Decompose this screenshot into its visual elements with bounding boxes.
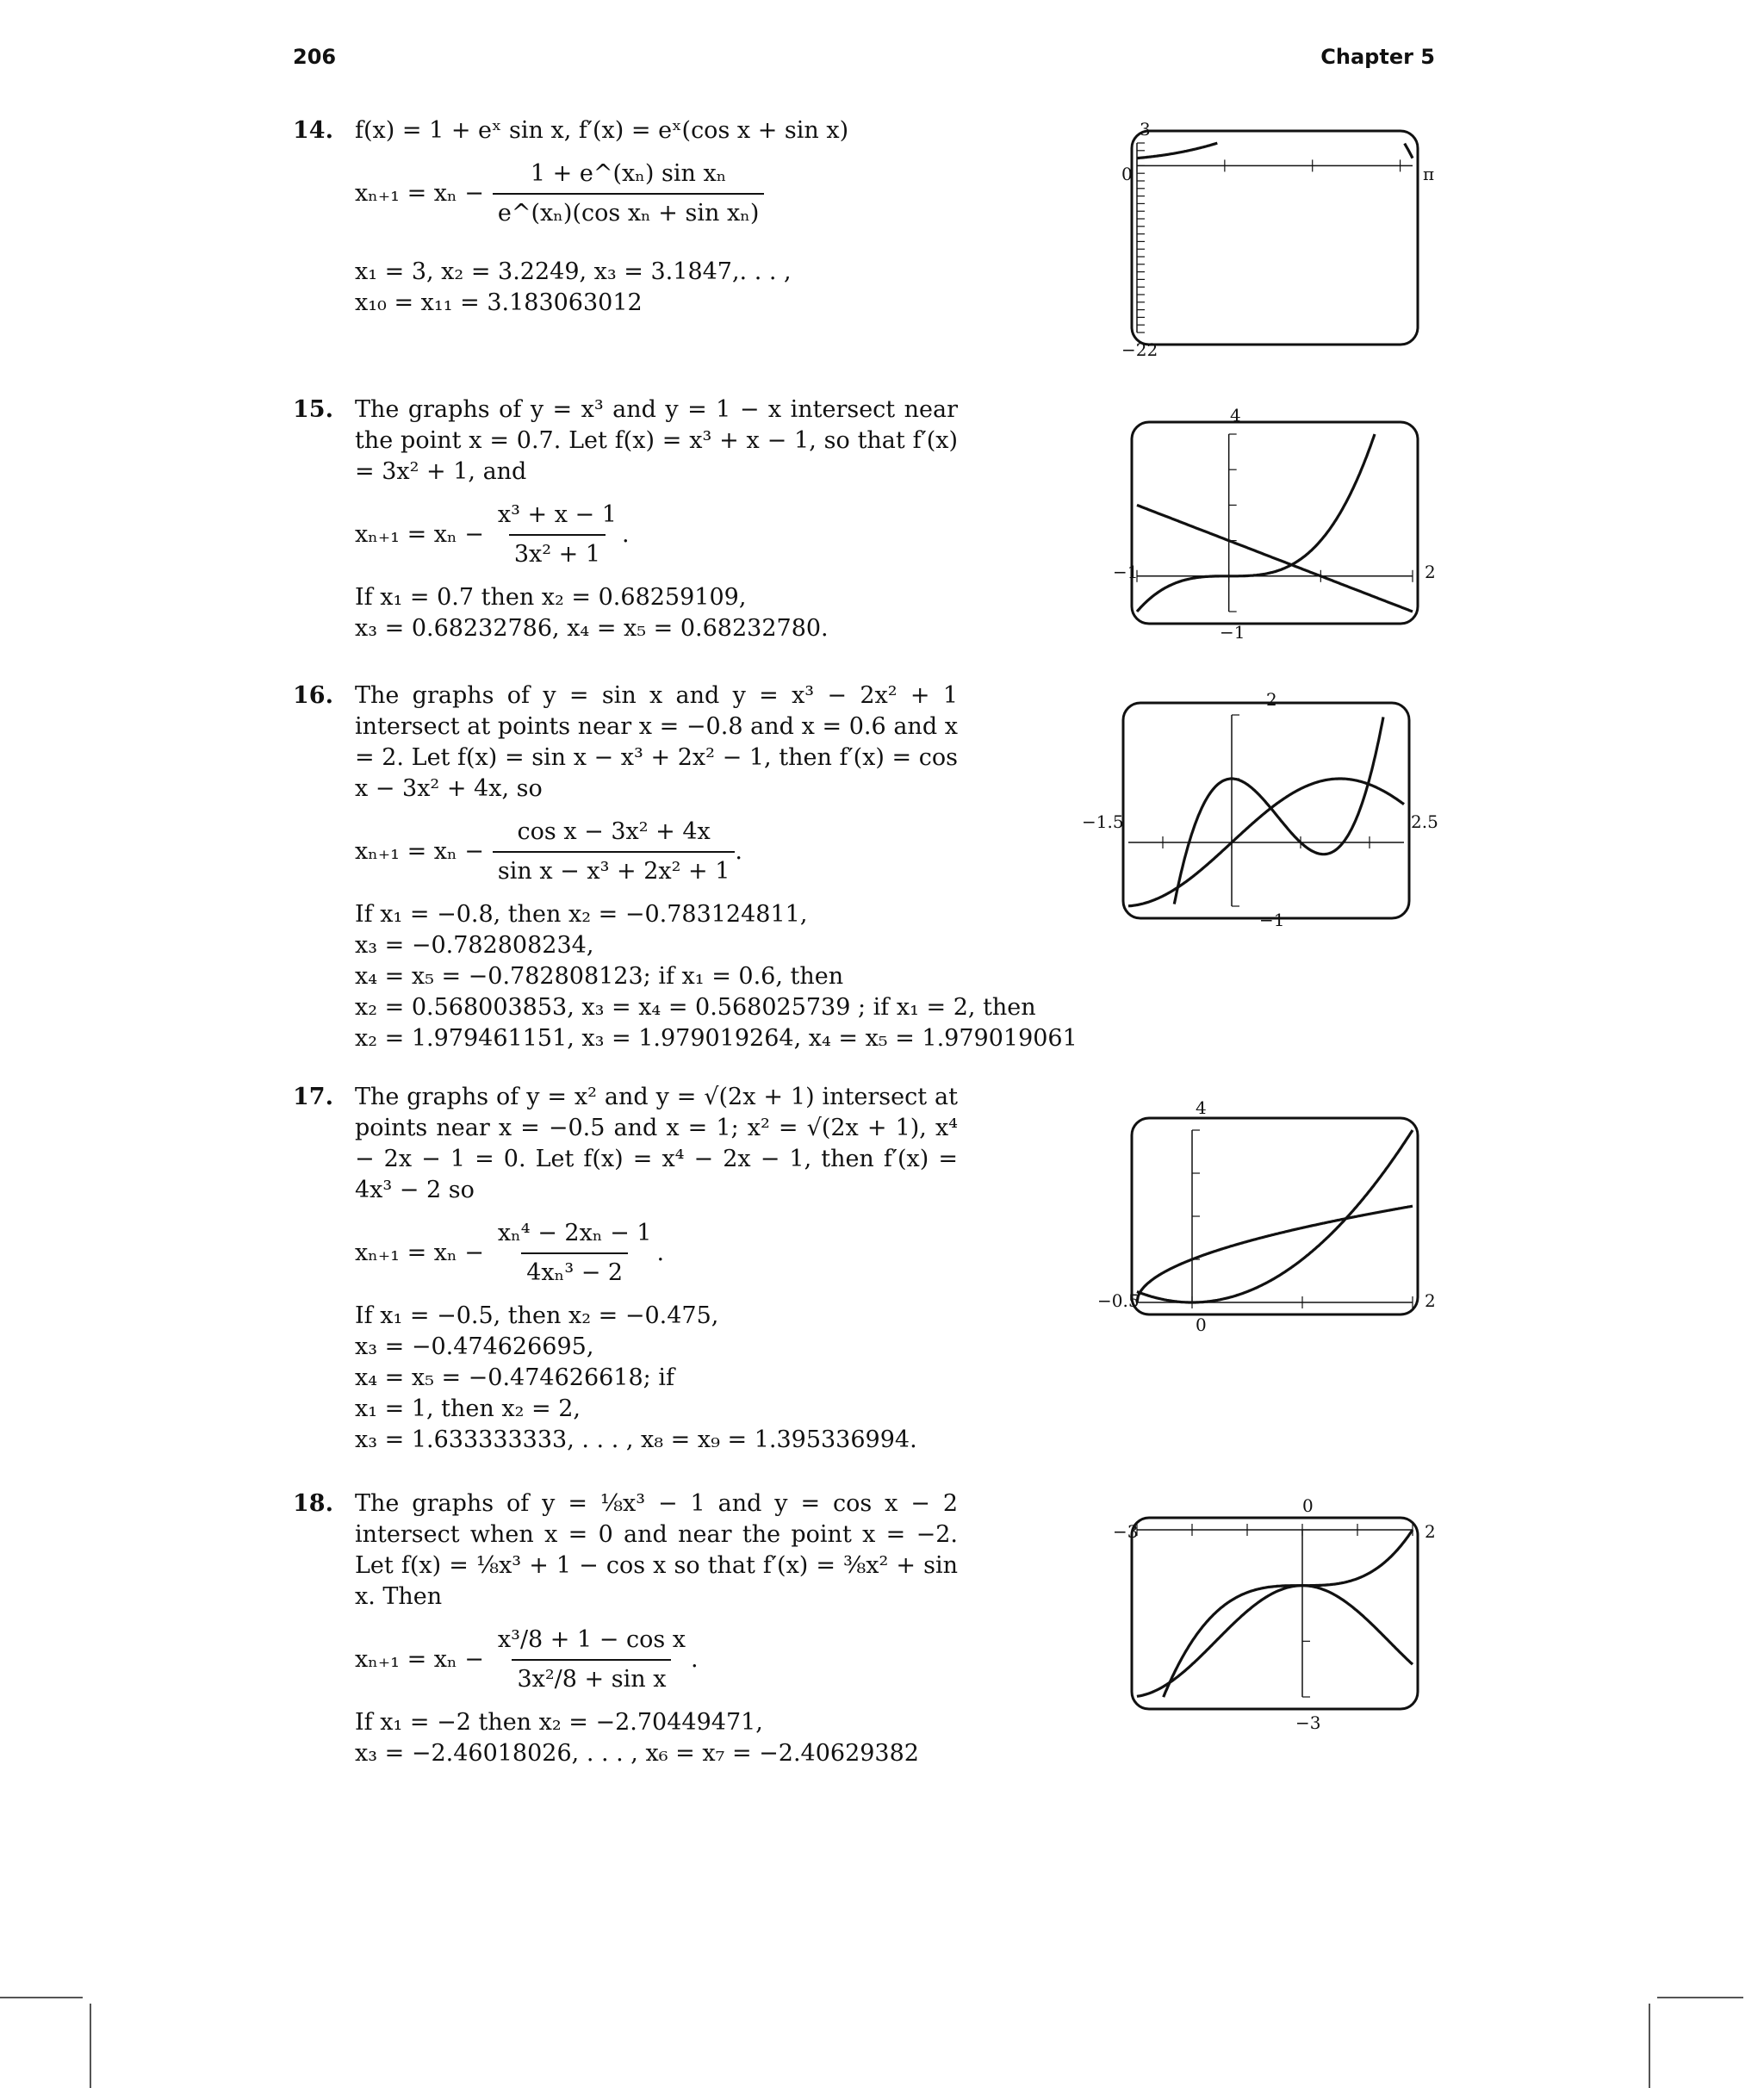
newton-iteration-formula — [355, 817, 1034, 887]
plot-svg — [1102, 1494, 1447, 1743]
y-max-label: 4 — [1230, 405, 1241, 426]
x-min-label: −1.5 — [1082, 811, 1124, 832]
plot-svg — [1102, 117, 1447, 367]
iteration-fraction — [493, 158, 765, 229]
problem-number: 15. — [293, 396, 333, 423]
crop-mark — [0, 1997, 83, 1998]
y-max-label: 0 — [1302, 1495, 1314, 1516]
iteration-suffix: . — [621, 521, 630, 548]
x-min-label: −0.5 — [1097, 1290, 1140, 1311]
crop-mark — [1657, 1997, 1743, 1998]
graph-problem-14 — [1102, 117, 1447, 367]
fraction-denominator: 3x² + 1 — [509, 534, 606, 570]
fraction-denominator: sin x − x³ + 2x² + 1 — [493, 851, 736, 887]
graph-problem-16 — [1077, 689, 1447, 939]
y-max-label: 3 — [1140, 119, 1151, 140]
fraction-numerator: 1 + e^(xₙ) sin xₙ — [530, 160, 727, 187]
series-line-1 — [1137, 434, 1375, 612]
result-line: If x₁ = −0.8, then x₂ = −0.783124811, — [355, 901, 808, 928]
problem-18 — [293, 1488, 1034, 1769]
x-min-label: 0 — [1121, 164, 1133, 184]
result-line: If x₁ = 0.7 then x₂ = 0.68259109, — [355, 584, 747, 611]
graph-problem-18 — [1102, 1494, 1447, 1743]
y-min-label: −22 — [1121, 339, 1158, 360]
x-min-label: −1 — [1113, 562, 1139, 582]
iteration-lhs: xₙ₊₁ = xₙ − — [355, 180, 484, 207]
plot-svg — [1102, 403, 1447, 644]
fraction-numerator: xₙ⁴ − 2xₙ − 1 — [497, 1220, 652, 1246]
plot-svg — [1077, 689, 1447, 939]
iteration-lhs: xₙ₊₁ = xₙ − — [355, 521, 484, 548]
series-line-2 — [1137, 1206, 1413, 1302]
fraction-denominator: e^(xₙ)(cos xₙ + sin xₙ) — [493, 193, 765, 229]
result-line: x₂ = 1.979461151, x₃ = 1.979019264, x₄ = x₅ = 1.979019061 — [355, 1025, 1078, 1052]
problem-15 — [293, 395, 1034, 644]
page-number: 206 — [293, 45, 337, 69]
x-max-label: 2 — [1425, 1521, 1436, 1542]
plot-frame — [1132, 131, 1418, 345]
iteration-fraction — [493, 1218, 657, 1289]
result-line: x₁ = 3, x₂ = 3.2249, x₃ = 3.1847,. . . , — [355, 258, 792, 285]
y-min-label: −1 — [1259, 910, 1285, 930]
fraction-numerator: cos x − 3x² + 4x — [517, 818, 711, 845]
result-line: x₁ = 1, then x₂ = 2, — [355, 1395, 581, 1422]
series-line-2 — [1137, 1586, 1413, 1697]
iteration-suffix: . — [656, 1240, 665, 1266]
x-max-label: π — [1423, 164, 1435, 184]
series-line-1 — [1137, 1130, 1413, 1302]
series-line-2 — [1174, 717, 1383, 904]
chapter-title: Chapter 5 — [1320, 45, 1435, 69]
y-max-label: 4 — [1196, 1097, 1207, 1118]
y-min-label: −3 — [1295, 1712, 1321, 1733]
problem-statement: The graphs of y = x³ and y = 1 − x intersect near the point x = 0.7. Let f(x) = x³ + x − 1, so that f′(x) = 3x² + 1, and — [355, 396, 958, 485]
result-line: x₂ = 0.568003853, x₃ = x₄ = 0.568025739 ; if x₁ = 2, then — [355, 994, 1036, 1021]
iteration-fraction — [493, 1625, 691, 1695]
result-line: x₃ = 1.633333333, . . . , x₈ = x₉ = 1.395336994. — [355, 1426, 917, 1453]
plot-svg — [1094, 1096, 1447, 1345]
problem-statement: The graphs of y = sin x and y = x³ − 2x² + 1 intersect at points near x = −0.8 and x = 0.6 and x = 2. Let f(x) = sin x − x³ + 2x² − 1, then f′(x) = cos x − 3x² + 4x, so — [355, 682, 958, 802]
problem-14 — [293, 115, 1034, 319]
iteration-suffix: . — [691, 1646, 699, 1673]
result-line: x₃ = −0.474626695, — [355, 1333, 594, 1360]
problem-16 — [293, 680, 1078, 1054]
series-line-1 — [1137, 143, 1413, 158]
iteration-lhs: xₙ₊₁ = xₙ − — [355, 1240, 484, 1266]
problem-number: 16. — [293, 682, 333, 709]
result-line: x₄ = x₅ = −0.782808123; if x₁ = 0.6, then — [355, 963, 844, 990]
y-min-label: 0 — [1196, 1314, 1207, 1335]
x-min-label: −3 — [1113, 1521, 1139, 1542]
problem-number: 14. — [293, 117, 333, 144]
crop-mark — [90, 2004, 91, 2088]
newton-iteration-formula — [355, 500, 1034, 570]
iteration-fraction — [493, 817, 736, 887]
x-max-label: 2 — [1425, 562, 1436, 582]
result-line: x₃ = −2.46018026, . . . , x₆ = x₇ = −2.40629382 — [355, 1740, 919, 1767]
crop-mark — [1649, 2004, 1650, 2088]
graph-problem-17 — [1094, 1096, 1447, 1345]
iteration-lhs: xₙ₊₁ = xₙ − — [355, 1646, 484, 1673]
problem-statement: f(x) = 1 + eˣ sin x, f′(x) = eˣ(cos x + sin x) — [355, 117, 849, 144]
result-line: x₃ = −0.782808234, — [355, 932, 594, 959]
iteration-lhs: xₙ₊₁ = xₙ − — [355, 838, 484, 865]
problem-statement: The graphs of y = ⅛x³ − 1 and y = cos x − 2 intersect when x = 0 and near the point x = −2. Let f(x) = ⅛x³ + 1 − cos x so that f′(x) = ⅜x² + sin x. Then — [355, 1490, 958, 1610]
iteration-fraction — [493, 500, 622, 570]
result-line: If x₁ = −2 then x₂ = −2.70449471, — [355, 1709, 763, 1736]
y-max-label: 2 — [1266, 689, 1277, 710]
problem-number: 17. — [293, 1084, 333, 1110]
problem-number: 18. — [293, 1490, 333, 1517]
y-min-label: −1 — [1220, 622, 1245, 643]
iteration-suffix: . — [735, 838, 742, 865]
fraction-denominator: 4xₙ³ − 2 — [521, 1252, 628, 1289]
newton-iteration-formula — [355, 158, 1034, 229]
problem-17 — [293, 1082, 1034, 1456]
result-line: x₃ = 0.68232786, x₄ = x₅ = 0.68232780. — [355, 615, 829, 642]
fraction-numerator: x³/8 + 1 − cos x — [497, 1626, 686, 1653]
x-max-label: 2 — [1425, 1290, 1436, 1311]
plot-frame — [1132, 422, 1418, 624]
result-line: x₄ = x₅ = −0.474626618; if — [355, 1364, 674, 1391]
newton-iteration-formula — [355, 1218, 1034, 1289]
problem-statement: The graphs of y = x² and y = √(2x + 1) intersect at points near x = −0.5 and x = 1; x² = √(2x + 1), x⁴ − 2x − 1 = 0. Let f(x) = x⁴ − 2x − 1, then f′(x) = 4x³ − 2 so — [355, 1084, 958, 1203]
series-line-1 — [1164, 1530, 1413, 1697]
series-line-2 — [1137, 505, 1413, 612]
graph-problem-15 — [1102, 403, 1447, 644]
x-max-label: 2.5 — [1411, 811, 1438, 832]
result-line: x₁₀ = x₁₁ = 3.183063012 — [355, 289, 643, 316]
fraction-denominator: 3x²/8 + sin x — [512, 1659, 671, 1695]
newton-iteration-formula — [355, 1625, 1034, 1695]
fraction-numerator: x³ + x − 1 — [497, 501, 617, 528]
plot-frame — [1132, 1118, 1418, 1314]
result-line: If x₁ = −0.5, then x₂ = −0.475, — [355, 1302, 719, 1329]
